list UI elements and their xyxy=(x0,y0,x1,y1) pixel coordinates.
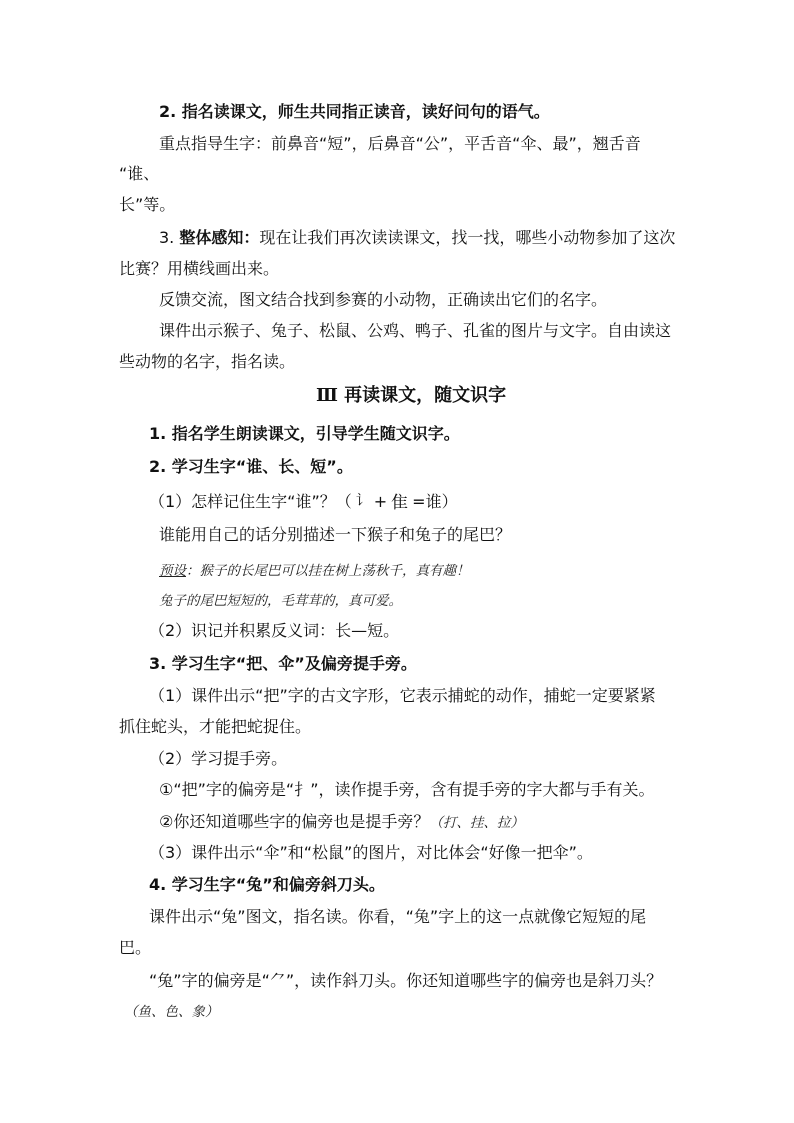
section-heading: Ⅲ 再读课文，随文识字 xyxy=(316,385,507,406)
text-line: 些动物的名字，指名读。 xyxy=(119,352,296,371)
text-line: 重点指导生字：前鼻音“短”，后鼻音“公”，平舌音“伞、最”，翘舌音 xyxy=(159,134,641,153)
text-line: 比赛？用横线画出来。 xyxy=(119,259,280,278)
text-line: 长”等。 xyxy=(119,195,176,214)
text-line: 反馈交流，图文结合找到参赛的小动物，正确读出它们的名字。 xyxy=(159,290,608,309)
bold-lead: 整体感知： xyxy=(179,228,260,247)
text-line: 3. 学习生字“把、伞”及偏旁提手旁。 xyxy=(149,654,417,673)
text-line xyxy=(149,490,458,514)
text-line xyxy=(159,227,675,249)
radical-yan: 讠 xyxy=(355,493,370,509)
text-line: “谁、 xyxy=(119,164,160,183)
text-line: 2. 学习生字“谁、长、短”。 xyxy=(149,457,353,476)
plus-sign: + xyxy=(373,492,388,511)
text-line: 课件出示“兔”图文，指名读。你看，“兔”字上的这一点就像它短短的尾 xyxy=(149,907,647,926)
text-line: 4. 学习生字“兔”和偏旁斜刀头。 xyxy=(149,875,385,894)
text-line: （1）课件出示“把”字的古文字形，它表示捕蛇的动作，捕蛇一定要紧紧 xyxy=(149,686,656,705)
text-line: 巴。 xyxy=(119,938,152,957)
text-span: ：猴子的长尾巴可以挂在树上荡秋千，真有趣！ xyxy=(186,563,470,579)
text-line: ①“把”字的偏旁是“扌”，读作提手旁，含有提手旁的字大都与手有关。 xyxy=(159,780,655,799)
preset-label: 预设 xyxy=(159,563,186,579)
radical-zhui: 隹 xyxy=(391,492,409,513)
text-span: ②你还知道哪些字的偏旁也是提手旁？ xyxy=(159,812,430,831)
text-line: 2. 指名读课文，师生共同指正读音，读好问句的语气。 xyxy=(159,102,550,121)
text-span: （1）怎样记住生字“谁”？（ xyxy=(149,492,352,511)
text-span: =谁） xyxy=(412,492,458,511)
text-line xyxy=(159,560,470,582)
text-line xyxy=(159,811,524,834)
item-number: 3. xyxy=(159,228,175,247)
text-line: 1. 指名学生朗读课文，引导学生随文识字。 xyxy=(149,424,460,443)
text-line: “兔”字的偏旁是“⺈”，读作斜刀头。你还知道哪些字的偏旁也是斜刀头？ xyxy=(149,971,663,990)
text-line: （鱼、色、象） xyxy=(124,1004,219,1020)
text-span: （打、挂、拉） xyxy=(429,815,524,831)
text-line: 兔子的尾巴短短的，毛茸茸的，真可爱。 xyxy=(159,593,402,609)
text-line: 抓住蛇头，才能把蛇捉住。 xyxy=(119,717,312,736)
text-line: （3）课件出示“伞”和“松鼠”的图片，对比体会“好像一把伞”。 xyxy=(149,843,593,862)
text-span: 现在让我们再次读读课文，找一找，哪些小动物参加了这次 xyxy=(259,228,676,247)
text-line: （2）识记并积累反义词：长—短。 xyxy=(149,621,400,640)
text-line: 谁能用自己的话分别描述一下猴子和兔子的尾巴？ xyxy=(159,525,512,544)
text-line: （2）学习提手旁。 xyxy=(149,749,288,768)
text-line: 课件出示猴子、兔子、松鼠、公鸡、鸭子、孔雀的图片与文字。自由读这 xyxy=(159,321,672,340)
